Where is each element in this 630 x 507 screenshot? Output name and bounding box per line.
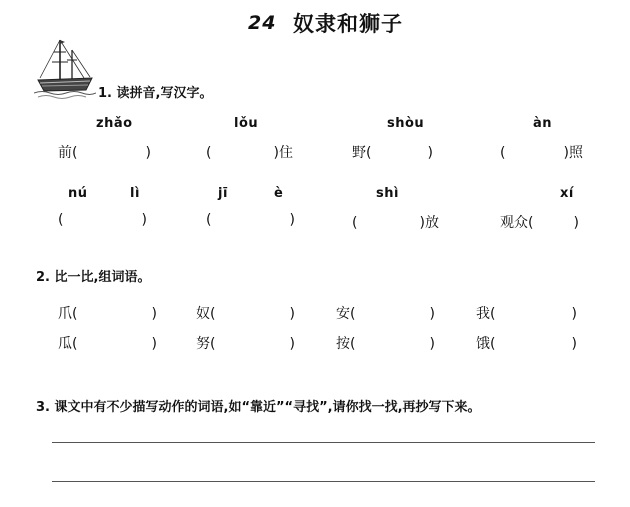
answer-blank[interactable]: ( )住 [206, 145, 293, 161]
word-blank[interactable]: 爪( ) [58, 306, 157, 322]
pinyin: è [274, 186, 284, 201]
given-char: 住 [278, 145, 293, 161]
given-char: 瓜 [58, 336, 72, 352]
given-char: 饿 [476, 336, 490, 352]
word-blank[interactable]: 按( ) [336, 336, 435, 352]
answer-blank[interactable]: ( )放 [352, 215, 439, 231]
given-char: 按 [336, 336, 350, 352]
answer-blank[interactable]: 野( ) [352, 145, 433, 161]
pinyin: shì [376, 186, 399, 201]
writing-line[interactable] [52, 481, 595, 482]
pinyin: lì [130, 186, 140, 201]
answer-blank[interactable]: 前( ) [58, 145, 151, 161]
given-char: 照 [568, 145, 583, 161]
word-blank[interactable]: 饿( ) [476, 336, 577, 352]
given-char: 努 [196, 336, 210, 352]
word-blank[interactable]: 安( ) [336, 306, 435, 322]
given-char: 野 [352, 145, 366, 161]
sailing-ship-icon [34, 36, 96, 100]
q3-heading: 3. 课文中有不少描写动作的词语,如“靠近”“寻找”,请你找一找,再抄写下来。 [36, 400, 481, 415]
pinyin: zhǎo [96, 116, 133, 131]
answer-blank[interactable]: 观众( ) [500, 215, 579, 231]
given-char: 奴 [196, 306, 210, 322]
pinyin: àn [533, 116, 553, 131]
q2-heading: 2. 比一比,组词语。 [36, 270, 151, 285]
pinyin: xí [560, 186, 574, 201]
given-char: 观众 [500, 215, 528, 231]
lesson-number: 24 [248, 12, 277, 34]
word-blank[interactable]: 我( ) [476, 306, 577, 322]
lesson-title: 奴隶和狮子 [293, 12, 403, 36]
answer-blank[interactable]: ( ) [58, 212, 147, 228]
pinyin: shòu [387, 116, 425, 131]
given-char: 前 [58, 145, 72, 161]
pinyin: jī [218, 186, 228, 201]
word-blank[interactable]: 瓜( ) [58, 336, 157, 352]
pinyin: lǒu [234, 116, 259, 131]
word-blank[interactable]: 奴( ) [196, 306, 295, 322]
q1-heading: 1. 读拼音,写汉字。 [98, 86, 213, 101]
pinyin: nú [68, 186, 88, 201]
word-blank[interactable]: 努( ) [196, 336, 295, 352]
answer-blank[interactable]: ( )照 [500, 145, 583, 161]
writing-line[interactable] [52, 442, 595, 443]
given-char: 放 [424, 215, 439, 231]
answer-blank[interactable]: ( ) [206, 212, 295, 228]
given-char: 安 [336, 306, 350, 322]
given-char: 爪 [58, 306, 72, 322]
given-char: 我 [476, 306, 490, 322]
